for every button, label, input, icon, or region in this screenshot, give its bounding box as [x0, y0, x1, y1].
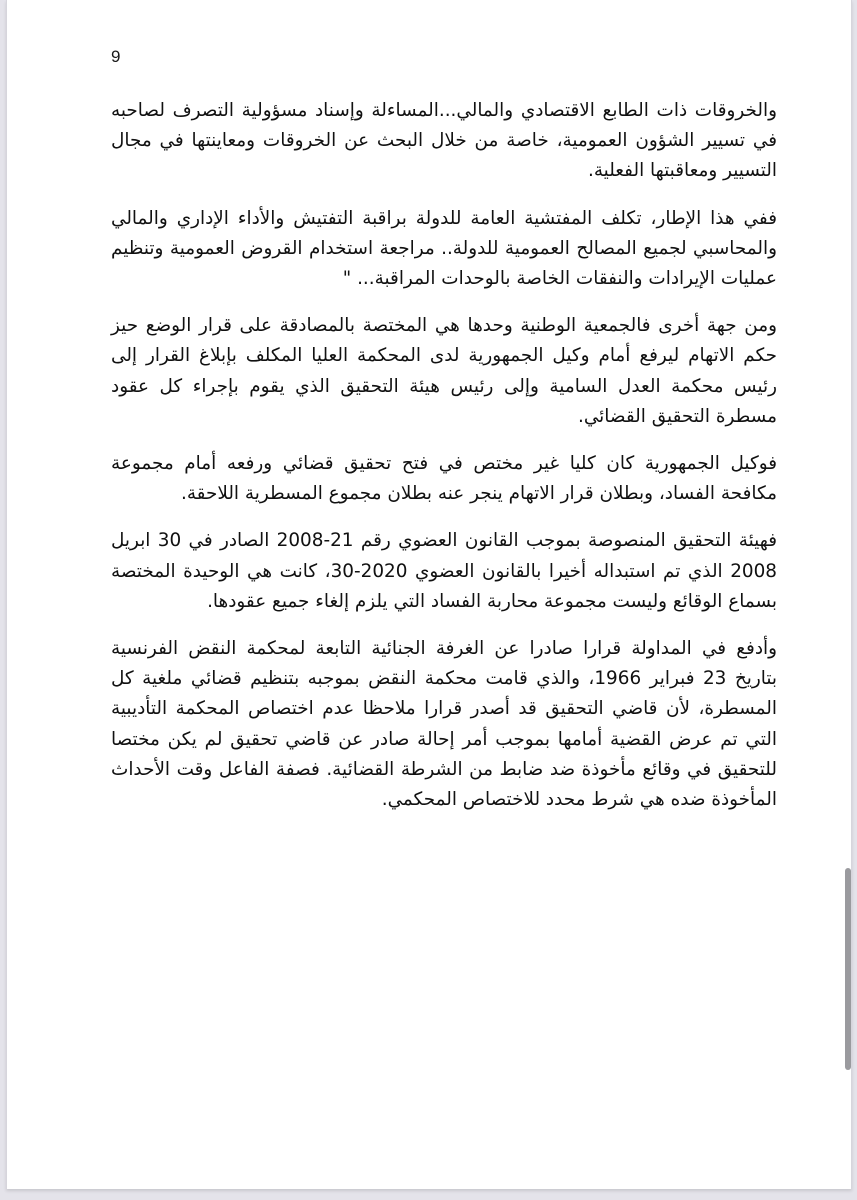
- document-page: [6, 0, 852, 1189]
- paragraph-6: وأدفع في المداولة قرارا صادرا عن الغرفة الجنائية التابعة لمحكمة النقض الفرنسية بتاريخ 23 فبراير 1966، والذي قامت محكمة النقض بموجبه بتنظيم قضائي ملغية كل المسطرة، لأن قاضي التحقيق قد أصدر قرارا ملاحظا عدم اختصاص المحكمة التأديبية التي تم عرض القضية أمامها بموجب أمر إحالة صادر عن قاضي تحقيق لم يكن مختصا للتحقيق في وقائع مأخوذة ضد ضابط من الشرطة القضائية. فصفة الفاعل وقت الأحداث المأخوذة ضده هي شرط محدد للاختصاص المحكمي.: [111, 638, 777, 811]
- paragraph-1: والخروقات ذات الطابع الاقتصادي والمالي...المساءلة وإسناد مسؤولية التصرف لصاحبه في تسيير الشؤون العمومية، خاصة من خلال البحث عن الخروقات ومعاينتها في مجال التسيير ومعاقبتها الفعلية.: [111, 100, 777, 182]
- page-number: 9: [111, 47, 121, 66]
- paragraph-2: ففي هذا الإطار، تكلف المفتشية العامة للدولة براقبة التفتيش والأداء الإداري والمالي والمحاسبي لجميع المصالح العمومية للدولة.. مراجعة استخدام القروض العمومية وتنظيم عمليات الإيرادات والنفقات الخاصة بالوحدات المراقبة... ": [111, 207, 777, 290]
- paragraph-3: ومن جهة أخرى فالجمعية الوطنية وحدها هي المختصة بالمصادقة على قرار الوضع حيز حكم الاتهام ليرفع أمام وكيل الجمهورية لدى المحكمة العليا المكلف بإبلاغ القرار إلى رئيس محكمة العدل السامية وإلى رئيس هيئة التحقيق الذي يقوم بإجراء كل عقود مسطرة التحقيق القضائي.: [111, 315, 777, 427]
- paragraph-5: فهيئة التحقيق المنصوصة بموجب القانون العضوي رقم 21-2008 الصادر في 30 ابريل 2008 الذي تم استبداله أخيرا بالقانون العضوي 2020-30، كانت هي الوحيدة المختصة بسماع الوقائع وليست مجموعة محاربة الفساد التي يلزم إلغاء جميع عقودها.: [111, 530, 777, 612]
- paragraph-4: فوكيل الجمهورية كان كليا غير مختص في فتح تحقيق قضائي ورفعه أمام مجموعة مكافحة الفساد، وبطلان قرار الاتهام ينجر عنه بطلان مجموع المسطرية اللاحقة.: [111, 453, 777, 505]
- document-body: [111, 96, 777, 832]
- scroll-indicator[interactable]: [845, 868, 851, 1070]
